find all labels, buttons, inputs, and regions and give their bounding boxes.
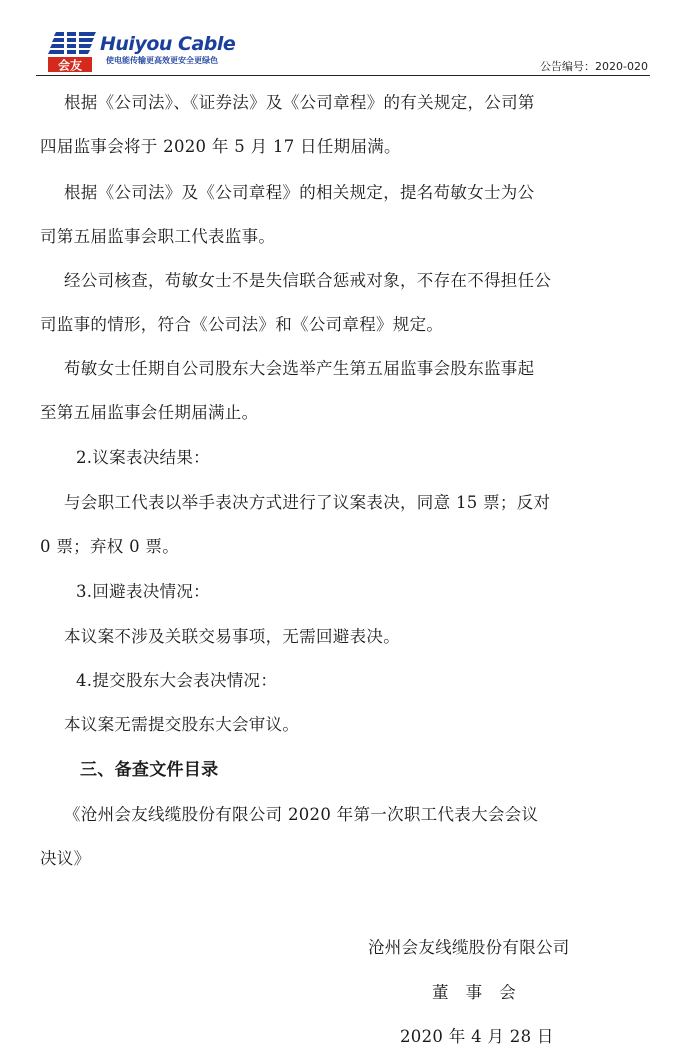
para3-line2: 司监事的情形，符合《公司法》和《公司章程》规定。	[40, 315, 444, 334]
header-divider	[36, 75, 650, 76]
logo-brand-cn: 会友	[57, 58, 83, 73]
item2-line1: 与会职工代表以举手表决方式进行了议案表决，同意 15 票；反对	[64, 493, 551, 512]
para1-line2: 四届监事会将于 2020 年 5 月 17 日任期届满。	[40, 137, 401, 156]
reference-doc-line2: 决议》	[40, 849, 91, 868]
para2-line2: 司第五届监事会职工代表监事。	[40, 227, 276, 246]
para1-line1: 根据《公司法》、《证券法》及《公司章程》的有关规定，公司第	[64, 93, 535, 112]
signature-date: 2020 年 4 月 28 日	[400, 1027, 554, 1046]
logo-slogan: 使电能传输更高效更安全更绿色	[106, 56, 218, 65]
para4-line1: 苟敏女士任期自公司股东大会选举产生第五届监事会股东监事起	[64, 359, 535, 378]
company-logo	[46, 30, 236, 74]
para2-line1: 根据《公司法》及《公司章程》的相关规定，提名苟敏女士为公	[64, 183, 535, 202]
item3-text: 本议案不涉及关联交易事项，无需回避表决。	[64, 627, 400, 646]
signature-company: 沧州会友线缆股份有限公司	[368, 938, 570, 957]
item2-title: 2.议案表决结果：	[76, 448, 210, 467]
reference-doc-line1: 《沧州会友线缆股份有限公司 2020 年第一次职工代表大会会议	[64, 805, 539, 824]
notice-number: 公告编号：2020-020	[540, 60, 648, 73]
page-header	[0, 0, 680, 80]
item2-line2: 0 票；弃权 0 票。	[40, 537, 180, 556]
signature-board: 董 事 会	[432, 983, 516, 1002]
item4-title: 4.提交股东大会表决情况：	[76, 671, 278, 690]
huiyou-logo-icon	[46, 30, 98, 74]
item4-text: 本议案无需提交股东大会审议。	[64, 715, 300, 734]
section-3-heading: 三、备查文件目录	[80, 760, 219, 780]
para3-line1: 经公司核查，苟敏女士不是失信联合惩戒对象，不存在不得担任公	[64, 271, 552, 290]
item3-title: 3.回避表决情况：	[76, 582, 210, 601]
logo-brand-en: Huiyou Cable	[100, 33, 236, 55]
para4-line2: 至第五届监事会任期届满止。	[40, 403, 259, 422]
